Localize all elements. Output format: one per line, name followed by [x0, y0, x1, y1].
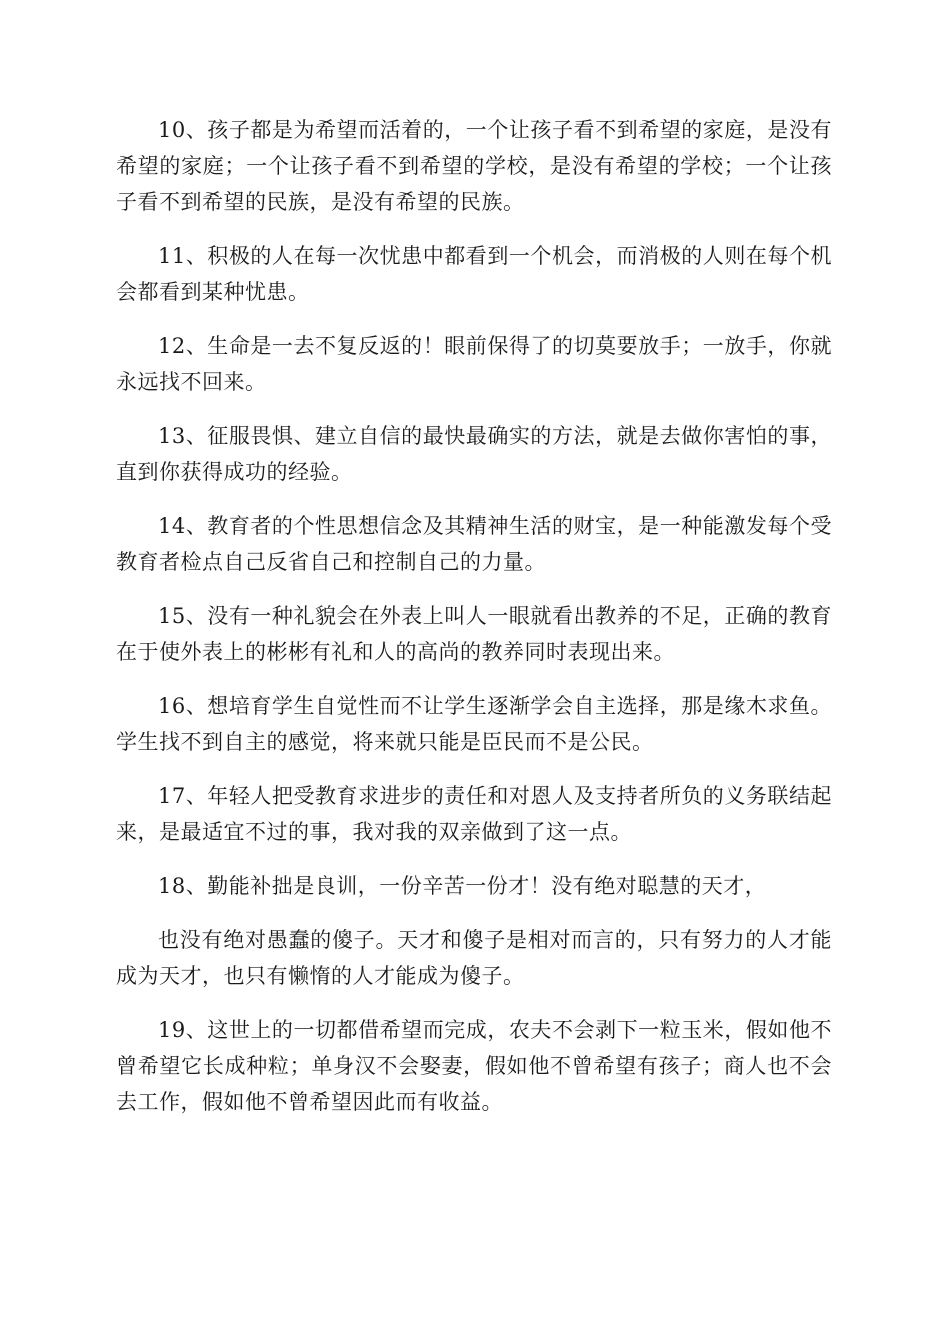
quote-paragraph-10: 10、孩子都是为希望而活着的，一个让孩子看不到希望的家庭，是没有希望的家庭；一个让孩子看不到希望的学校，是没有希望的学校；一个让孩子看不到希望的民族，是没有希望的民族。: [116, 118, 832, 214]
quote-paragraph-13: 13、征服畏惧、建立自信的最快最确实的方法，就是去做你害怕的事，直到你获得成功的经验。: [116, 424, 832, 484]
quote-paragraph-11: 11、积极的人在每一次忧患中都看到一个机会，而消极的人则在每个机会都看到某种忧患。: [116, 244, 832, 304]
quote-paragraph-19: 19、这世上的一切都借希望而完成，农夫不会剥下一粒玉米，假如他不曾希望它长成种粒；单身汉不会娶妻，假如他不曾希望有孩子；商人也不会去工作，假如他不曾希望因此而有收益。: [116, 1018, 832, 1114]
quote-paragraph-17: 17、年轻人把受教育求进步的责任和对恩人及支持者所负的义务联结起来，是最适宜不过的事，我对我的双亲做到了这一点。: [116, 784, 832, 844]
document-body: [116, 112, 832, 1138]
quote-paragraph-16: 16、想培育学生自觉性而不让学生逐渐学会自主选择，那是缘木求鱼。学生找不到自主的感觉，将来就只能是臣民而不是公民。: [116, 694, 832, 754]
quote-paragraph-14: 14、教育者的个性思想信念及其精神生活的财宝，是一种能激发每个受教育者检点自己反省自己和控制自己的力量。: [116, 514, 832, 574]
quote-paragraph-15: 15、没有一种礼貌会在外表上叫人一眼就看出教养的不足，正确的教育在于使外表上的彬彬有礼和人的高尚的教养同时表现出来。: [116, 604, 832, 664]
quote-paragraph-18: 18、勤能补拙是良训，一份辛苦一份才！没有绝对聪慧的天才，: [158, 874, 767, 898]
quote-paragraph-12: 12、生命是一去不复反返的！眼前保得了的切莫要放手；一放手，你就永远找不回来。: [116, 334, 832, 394]
quote-paragraph-18-continued: 也没有绝对愚蠢的傻子。天才和傻子是相对而言的，只有努力的人才能成为天才，也只有懒惰的人才能成为傻子。: [116, 928, 832, 988]
